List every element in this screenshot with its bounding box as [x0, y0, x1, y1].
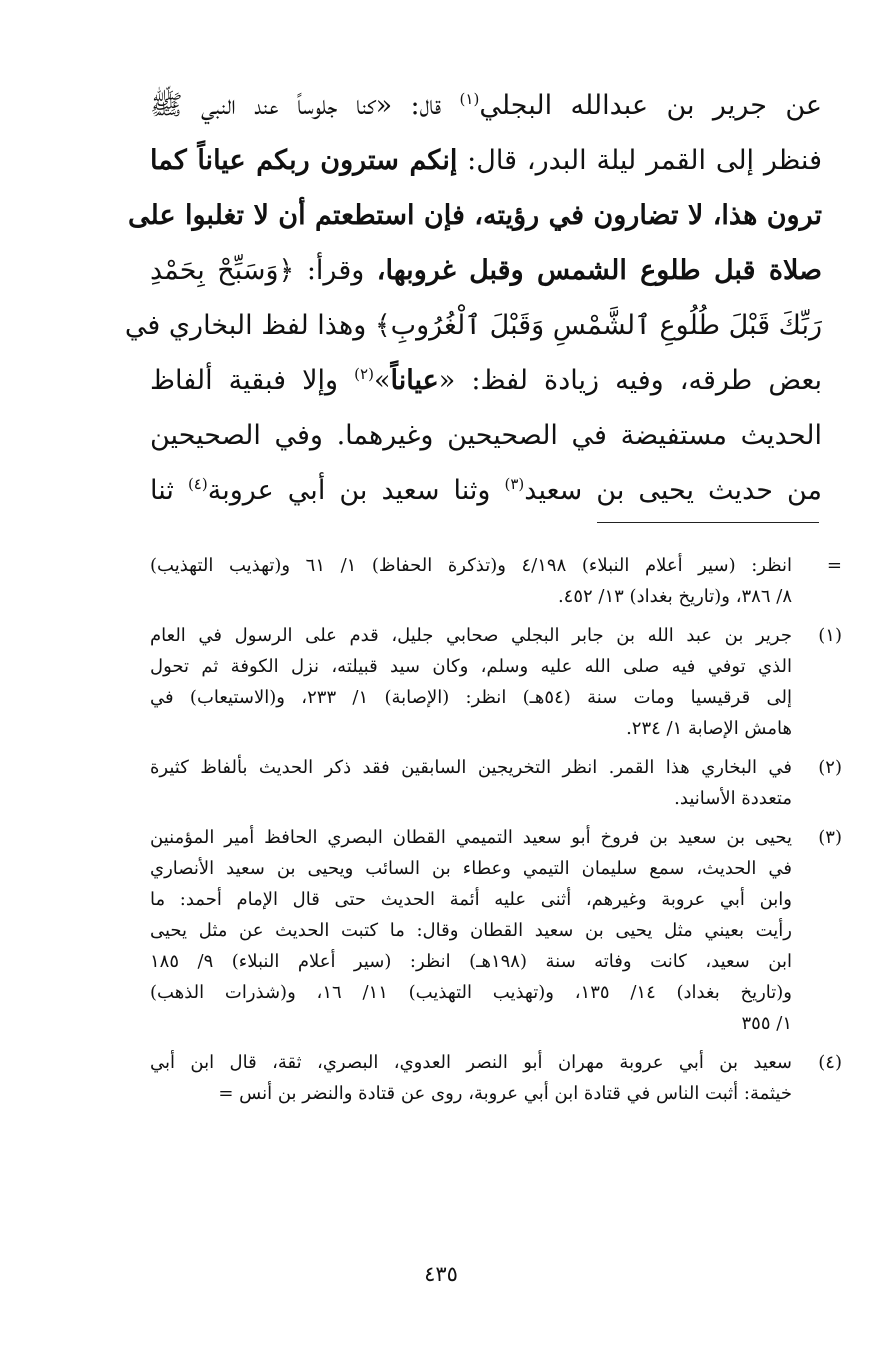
footnote-line: سعيد بن أبي عروبة مهران أبو النصر العدوي، البصري، ثقة، قال ابن أبي [150, 1052, 792, 1073]
footnote-line: متعددة الأسانيد. [674, 788, 792, 809]
footnote-line: إلى قرقيسيا ومات سنة (٥٤هـ) انظر: (الإصابة) ١/ ٢٣٣، و(الاستيعاب) في [150, 687, 792, 708]
text-segment: رَبِّكَ قَبْلَ طُلُوعِ ٱلشَّمْسِ وَقَبْلَ ٱلْغُرُوبِ﴾ وهذا لفظ البخاري في [124, 310, 822, 341]
text-segment: وقرأ: ﴿وَسَبِّحْ بِحَمْدِ [150, 255, 377, 286]
footnotes-block [150, 550, 842, 1117]
main-text-line [150, 408, 822, 463]
main-text-line [150, 243, 822, 298]
footnote [150, 752, 842, 814]
footnote-line: في البخاري هذا القمر. انظر التخريجين السابقين فقد ذكر الحديث بألفاظ كثيرة [150, 757, 792, 778]
footnote-marker: (٣) [818, 827, 842, 848]
main-text-line [150, 78, 822, 133]
footnote-reference: (٢) [354, 365, 374, 383]
text-segment: إنكم سترون ربكم عياناً كما [150, 145, 458, 176]
text-segment: بعض طرقه، وفيه زيادة لفظ: « [438, 365, 822, 396]
footnote-line: انظر: (سير أعلام النبلاء) ٤/١٩٨ و(تذكرة الحفاظ) ١/ ٦١ و(تهذيب التهذيب) [150, 555, 792, 576]
text-segment: عياناً [390, 365, 439, 396]
footnote-line: ٨/ ٣٨٦، و(تاريخ بغداد) ١٣/ ٤٥٢. [557, 586, 792, 607]
footnote-line: في الحديث، سمع سليمان التيمي وعطاء بن السائب ويحيى بن سعيد الأنصاري [150, 858, 792, 879]
text-segment: فنظر إلى القمر ليلة البدر، قال: [457, 145, 822, 176]
footnote-reference: (٣) [504, 475, 525, 493]
footnote-line: جرير بن عبد الله بن جابر البجلي صحابي جليل، قدم على الرسول في العام [150, 625, 792, 646]
main-text-line [124, 298, 822, 353]
text-segment: وإلا فبقية ألفاظ [150, 365, 355, 396]
text-segment: » [373, 365, 391, 396]
footnote-line: يحيى بن سعيد بن فروخ أبو سعيد التميمي القطان البصري الحافظ أمير المؤمنين [150, 827, 792, 848]
main-text-line [128, 188, 822, 243]
footnote-marker: = [826, 555, 842, 576]
text-segment: من حديث يحيى بن سعيد [524, 475, 822, 506]
footnote-line: و(تاريخ بغداد) ١٤/ ١٣٥، و(تهذيب التهذيب) ١١/ ١٦، و(شذرات الذهب) [150, 982, 793, 1003]
footnote [150, 620, 842, 744]
footnote-marker: (٢) [818, 757, 842, 778]
footnote-line: ١/ ٣٥٥ [741, 1013, 792, 1034]
footnote-line: الذي توفي فيه صلى الله عليه وسلم، وكان سيد قبيلته، نزل الكوفة ثم تحول [150, 656, 792, 677]
main-text-block [124, 78, 822, 518]
text-segment: وثنا سعيد بن أبي عروبة [207, 475, 505, 506]
footnote-line: هامش الإصابة ١/ ٢٣٤. [626, 718, 792, 739]
text-segment: ترون هذا، لا تضارون في رؤيته، فإن استطعتم أن لا تغلبوا على [128, 200, 822, 231]
footnote-line: خيثمة: أثبت الناس في قتادة ابن أبي عروبة، روى عن قتادة والنضر بن أنس = [218, 1083, 792, 1104]
text-segment: الحديث مستفيضة في الصحيحين وغيرهما. وفي الصحيحين [150, 420, 822, 451]
text-segment: عن جرير بن عبدالله البجلي [479, 90, 822, 121]
footnote-marker: (١) [818, 625, 842, 646]
footnote-line: رأيت بعيني مثل يحيى بن سعيد القطان وقال: ما كتبت الحديث عن مثل يحيى [150, 920, 792, 941]
footnote-marker: (٤) [818, 1052, 842, 1073]
main-text-line [150, 133, 822, 188]
text-segment: قال: «كنا جلوساً عند النبي ﷺ [150, 90, 460, 121]
footnote-line: ابن سعيد، كانت وفاته سنة (١٩٨هـ) انظر: (سير أعلام النبلاء) ٩/ ١٨٥ [150, 951, 792, 972]
footnote-line: وابن أبي عروبة وغيرهم، أثنى عليه أئمة الحديث حتى قال الإمام أحمد: ما [150, 889, 792, 910]
footnote [150, 822, 842, 1039]
footnote-reference: (١) [459, 90, 480, 108]
text-segment: ثنا [150, 475, 188, 506]
footnote-reference: (٤) [187, 475, 208, 493]
main-text-line [150, 353, 822, 408]
footnote-separator [597, 522, 819, 523]
footnote [150, 1047, 842, 1109]
main-text-line [150, 463, 822, 518]
text-segment: صلاة قبل طلوع الشمس وقبل غروبها، [376, 255, 822, 286]
footnote [150, 550, 842, 612]
page-number: ٤٣٥ [424, 1262, 458, 1286]
